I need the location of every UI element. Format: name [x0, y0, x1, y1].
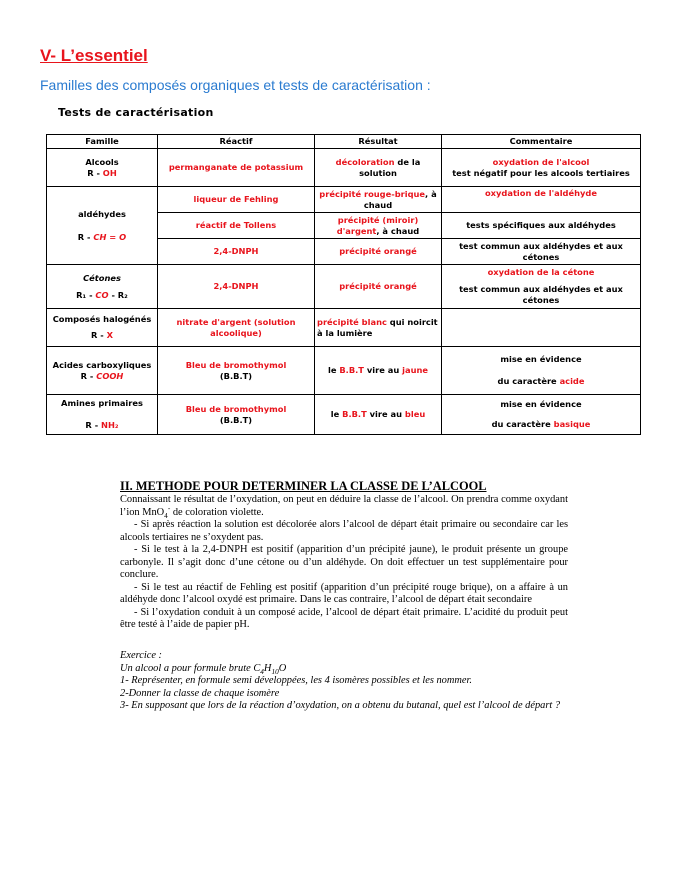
- table-row-aldehydes-fehling: [47, 187, 641, 213]
- color-result: bleu: [404, 409, 426, 419]
- table-row-acides: [47, 347, 641, 395]
- method-title: II. METHODE POUR DETERMINER LA CLASSE DE L’ALCOOL: [120, 479, 487, 493]
- exercise-question: 3- En supposant que lors de la réaction d’oxydation, on a obtenu du butanal, quel est l’alcool de départ ?: [120, 700, 561, 711]
- resultat-highlight: décoloration: [335, 156, 395, 167]
- paragraph-text: Connaissant le résultat de l’oxydation, on peut en déduire la classe de l’alcool. On prendra comme oxydant l’ion MnO: [120, 494, 568, 518]
- characterization-table: [46, 134, 641, 435]
- col-header-resultat: Résultat: [315, 135, 442, 149]
- famille-name: Acides carboxyliques: [52, 359, 152, 370]
- commentaire-cell: [442, 347, 641, 395]
- col-header-commentaire: Commentaire: [442, 135, 641, 149]
- functional-group: CH = O: [93, 231, 127, 242]
- method-paragraph: - Si le test au réactif de Fehling est positif (apparition d’un précipité rouge brique), on a affaire à un aldéhyde donc l’alcool oxydé est primaire. Dans le cas contraire, l’alcool de départ était secondaire: [120, 581, 568, 605]
- resultat-highlight: précipité (miroir) d'argent: [336, 214, 419, 236]
- table-row-halogenes: [47, 309, 641, 347]
- comment-highlight: oxydation de l'alcool: [492, 156, 590, 167]
- subheading: Familles des composés organiques et tests de caractérisation :: [40, 77, 431, 93]
- exercise-question: 2-Donner la classe de chaque isomère: [120, 687, 280, 699]
- subscript: 4: [260, 667, 264, 676]
- resultat-text: le: [330, 409, 343, 419]
- commentaire-cell: [442, 265, 641, 309]
- resultat-text: le: [327, 365, 340, 375]
- functional-group: COOH: [96, 370, 124, 381]
- resultat-highlight: précipité blanc: [317, 316, 387, 327]
- resultat-cell: [315, 347, 442, 395]
- commentaire-cell: [442, 395, 641, 435]
- resultat-cell: [315, 395, 442, 435]
- comment-highlight: basique: [553, 419, 591, 429]
- col-header-reactif: Réactif: [158, 135, 315, 149]
- method-paragraph: - Si après réaction la solution est décolorée alors l’alcool de départ était primaire ou secondaire car les alcools tertiaires ne s’oxydent pas.: [120, 519, 568, 543]
- table-header-row: [47, 135, 641, 149]
- resultat-text: qui noircit à la lumière: [317, 316, 438, 338]
- functional-group: OH: [102, 167, 117, 178]
- commentaire-cell: [442, 309, 641, 347]
- color-result: jaune: [402, 365, 429, 375]
- reactif-highlight: Bleu de bromothymol: [185, 403, 287, 414]
- formula-prefix: R₁ -: [76, 289, 96, 300]
- reactif-cell: 2,4-DNPH: [158, 265, 315, 309]
- resultat-text: , à chaud: [363, 188, 437, 210]
- comment-text: du caractère: [497, 376, 560, 386]
- resultat-cell: [315, 149, 442, 187]
- reactif-cell: permanganate de potassium: [158, 149, 315, 187]
- comment-highlight: oxydation de la cétone: [487, 267, 595, 277]
- paragraph-text: de coloration violette.: [170, 506, 264, 518]
- functional-group: NH₂: [101, 420, 119, 430]
- comment-text: du caractère: [491, 419, 554, 429]
- resultat-cell: précipité orangé: [315, 239, 442, 265]
- bbt-label: B.B.T: [339, 365, 364, 375]
- commentaire-cell: oxydation de l'aldéhyde: [442, 187, 641, 213]
- exercise-question: 1- Représenter, en formule semi développées, les 4 isomères possibles et les nommer.: [120, 675, 472, 686]
- method-paragraph: [120, 494, 568, 519]
- table-title: Tests de caractérisation: [58, 106, 214, 119]
- commentaire-cell: [442, 149, 641, 187]
- commentaire-cell: test commun aux aldéhydes et aux cétones: [442, 239, 641, 265]
- formula-prefix: R -: [77, 231, 94, 242]
- bbt-label: B.B.T: [342, 409, 367, 419]
- subscript: 10: [271, 667, 279, 676]
- table-row-cetones: [47, 265, 641, 309]
- resultat-cell: précipité orangé: [315, 265, 442, 309]
- famille-name: Alcools: [85, 156, 119, 167]
- comment-text: test commun aux aldéhydes et aux cétones: [459, 284, 623, 305]
- comment-text: mise en évidence: [500, 354, 582, 364]
- famille-name: Composés halogénés: [52, 314, 152, 324]
- formula-suffix: - R₂: [108, 289, 128, 300]
- resultat-cell: [315, 213, 442, 239]
- functional-group: CO: [95, 289, 109, 300]
- superscript: -: [167, 504, 171, 513]
- section-heading: V- L’essentiel: [40, 46, 148, 65]
- exercise-block: [120, 650, 568, 713]
- subscript: 4: [164, 511, 168, 520]
- famille-cell: [47, 187, 158, 265]
- reactif-cell: [158, 395, 315, 435]
- formula-prefix: R -: [80, 370, 97, 381]
- comment-text: mise en évidence: [500, 399, 582, 409]
- famille-name: Amines primaires: [61, 398, 143, 408]
- resultat-text: vire au: [363, 365, 403, 375]
- formula-prefix: R -: [87, 167, 103, 178]
- resultat-text: , à chaud: [376, 225, 420, 236]
- reactif-cell: 2,4-DNPH: [158, 239, 315, 265]
- exercise-title: Exercice :: [120, 650, 163, 661]
- method-section: [120, 479, 568, 632]
- reactif-text: (B.B.T): [219, 370, 253, 381]
- comment-highlight: acide: [559, 376, 585, 386]
- resultat-highlight: précipité rouge-brique: [319, 188, 426, 199]
- table-row-alcools: [47, 149, 641, 187]
- reactif-text: (B.B.T): [219, 414, 253, 425]
- intro-text: O: [278, 662, 287, 674]
- famille-name: aldéhydes: [78, 208, 126, 219]
- famille-cell: [47, 265, 158, 309]
- col-header-famille: Famille: [47, 135, 158, 149]
- famille-cell: [47, 309, 158, 347]
- formula-prefix: R -: [85, 420, 102, 430]
- famille-cell: [47, 347, 158, 395]
- intro-text: Un alcool a pour formule brute C: [120, 662, 261, 674]
- exercise-intro: [120, 663, 568, 676]
- reactif-cell: [158, 347, 315, 395]
- table-row-amines: [47, 395, 641, 435]
- reactif-cell: nitrate d'argent (solution alcoolique): [158, 309, 315, 347]
- method-paragraph: - Si l’oxydation conduit à un composé acide, l’alcool de départ était primaire. L’acidité du produit peut être testé à l’aide de papier pH.: [120, 606, 568, 630]
- famille-cell: [47, 149, 158, 187]
- reactif-cell: liqueur de Fehling: [158, 187, 315, 213]
- resultat-cell: [315, 187, 442, 213]
- reactif-cell: réactif de Tollens: [158, 213, 315, 239]
- famille-cell: [47, 395, 158, 435]
- functional-group: X: [106, 330, 113, 340]
- formula-prefix: R -: [90, 330, 107, 340]
- commentaire-cell: tests spécifiques aux aldéhydes: [442, 213, 641, 239]
- resultat-text: de la solution: [359, 156, 421, 178]
- comment-text: test négatif pour les alcools tertiaires: [452, 167, 630, 178]
- resultat-text: vire au: [366, 409, 405, 419]
- intro-text: H: [263, 662, 272, 674]
- resultat-cell: [315, 309, 442, 347]
- famille-name: Cétones: [83, 272, 121, 283]
- reactif-highlight: Bleu de bromothymol: [185, 359, 287, 370]
- method-paragraph: - Si le test à la 2,4-DNPH est positif (apparition d’un précipité jaune), le produit présente un groupe carbonyle. Il s’agit donc d’une cétone ou d’un aldéhyde. On doit effectuer un test supplémentaire pour conclure.: [120, 544, 568, 580]
